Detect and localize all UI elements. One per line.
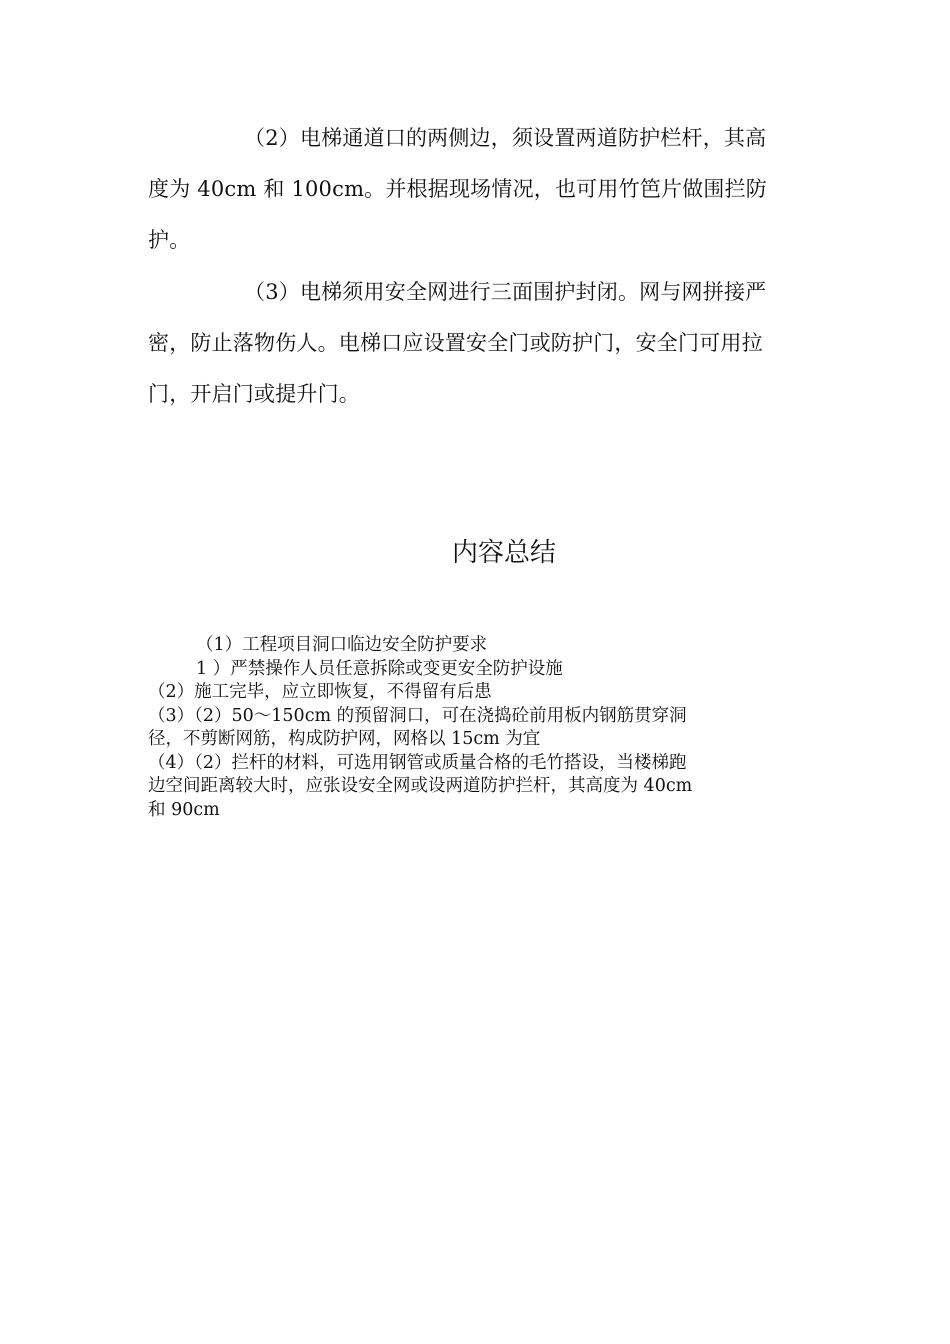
summary-line: （3）（2）50～150cm 的预留洞口，可在浇捣砼前用板内钢筋贯穿洞 <box>148 705 687 726</box>
summary-line: （1）工程项目洞口临边安全防护要求 <box>196 635 488 655</box>
paragraph-line: （2）电梯通道口的两侧边，须设置两道防护栏杆，其高 <box>244 126 767 150</box>
summary-line: （2）施工完毕，应立即恢复，不得留有后患 <box>148 682 492 702</box>
summary-line: （4）（2）拦杆的材料，可选用钢管或质量合格的毛竹搭设，当楼梯跑 <box>148 752 687 773</box>
summary-list <box>148 634 808 822</box>
paragraph-line: 护。 <box>148 228 191 252</box>
paragraph-line: 度为 40cm 和 100cm。并根据现场情况，也可用竹笆片做围拦防 <box>148 177 767 201</box>
paragraph-line: 密，防止落物伤人。电梯口应设置安全门或防护门，安全门可用拉 <box>148 331 763 355</box>
paragraph-line: 门，开启门或提升门。 <box>148 382 360 406</box>
summary-line: 边空间距离较大时，应张设安全网或设两道防护拦杆，其高度为 40cm <box>148 776 693 796</box>
summary-line: 1 ）严禁操作人员任意拆除或变更安全防护设施 <box>196 658 563 679</box>
summary-title: 内容总结 <box>451 538 556 568</box>
paragraph-elevator-side-railings <box>148 113 804 266</box>
paragraph-elevator-safety-net <box>148 267 804 420</box>
summary-line: 和 90cm <box>148 799 220 820</box>
paragraph-line: （3）电梯须用安全网进行三面围护封闭。网与网拼接严 <box>244 280 767 304</box>
summary-line: 径，不剪断网筋，构成防护网，网格以 15cm 为宜 <box>148 729 541 749</box>
